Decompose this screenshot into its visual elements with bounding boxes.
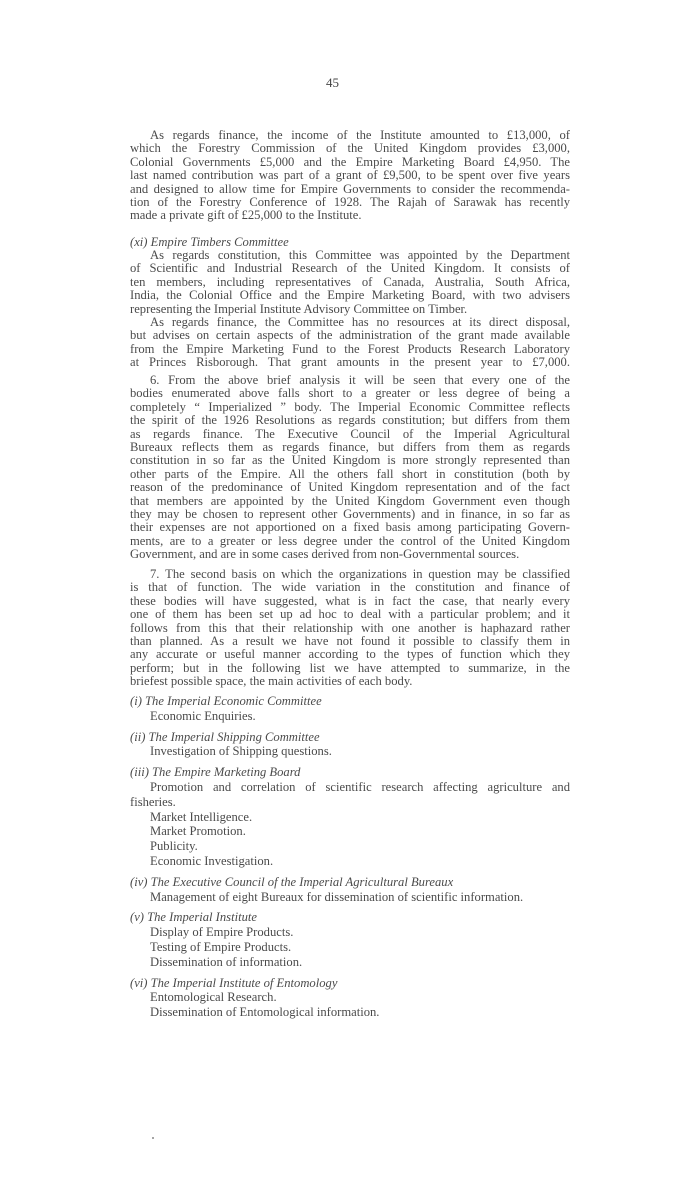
list-heading: (vi) The Imperial Institute of Entomology — [130, 975, 338, 990]
text-line: as regards finance. The Executive Council of the Imperial Agricultural — [130, 426, 570, 441]
text-line: As regards finance, the Committee has no resources at its direct disposal, — [150, 315, 570, 329]
paragraph-timbers-finance — [130, 316, 570, 370]
list-item: Economic Enquiries. — [150, 708, 256, 723]
text-line: at Princes Risborough. That grant amounts in the present year to £7,000. — [130, 355, 570, 370]
text-line: Colonial Governments £5,000 and the Empire Marketing Board £4,950. The — [130, 154, 570, 169]
text-line: tion of the Forestry Conference of 1928. The Rajah of Sarawak has recently — [130, 194, 570, 209]
text-line: Government, and are in some cases derived from non-Governmental sources. — [130, 547, 520, 562]
text-line: from the Empire Marketing Fund to the Forest Products Research Laboratory — [130, 341, 570, 356]
text-line: than planned. As a result we have not found it possible to classify them in — [130, 633, 570, 648]
list-item: Economic Investigation. — [150, 853, 274, 868]
list-heading: (ii) The Imperial Shipping Committee — [130, 729, 320, 744]
text-line: As regards constitution, this Committee was appointed by the Department — [150, 248, 570, 262]
list-heading: (iii) The Empire Marketing Board — [130, 765, 301, 780]
list-item: Dissemination of Entomological information. — [150, 1005, 380, 1020]
page-number: 45 — [326, 75, 339, 90]
text-line: which the Forestry Commission of the United Kingdom provides £3,000, — [130, 141, 570, 156]
text-line: last named contribution was part of a grant of £9,500, to be spent over five years — [130, 168, 570, 183]
text-line: (xi) Empire Timbers Committee — [130, 235, 289, 249]
text-line: they may be chosen to represent other Governments) and in finance, in so far as — [130, 506, 570, 521]
text-line: completely “ Imperialized ” body. The Imperial Economic Committee reflects — [130, 399, 570, 414]
activities-list — [130, 694, 570, 1020]
text-line: India, the Colonial Office and the Empire Marketing Board, with two advisers — [130, 288, 570, 303]
list-item: Promotion and correlation of scientific research affecting agriculture and — [150, 779, 570, 794]
paragraph-6-analysis — [130, 374, 570, 561]
list-heading: (v) The Imperial Institute — [130, 910, 257, 925]
text-line: one of them has been set up ad hoc to deal with a particular problem; and it — [130, 607, 570, 622]
text-line: 7. The second basis on which the organizations in question may be classified — [150, 567, 570, 581]
text-line: and designed to allow time for Empire Governments to consider the recommenda- — [130, 181, 570, 196]
scan-speck — [152, 1137, 154, 1139]
text-line: representing the Imperial Institute Advisory Committee on Timber. — [130, 301, 468, 316]
list-item: fisheries. — [130, 794, 176, 809]
text-line: briefest possible space, the main activities of each body. — [130, 674, 413, 689]
text-line: their expenses are not apportioned on a fixed basis among participating Govern- — [130, 520, 570, 535]
list-item: Market Intelligence. — [150, 809, 253, 824]
paragraph-institute-finance — [130, 129, 570, 223]
list-item: Entomological Research. — [150, 990, 277, 1005]
text-line: follows from this that their relationship with one another is haphazard rather — [130, 620, 570, 635]
paragraph-timbers-constitution — [130, 249, 570, 316]
text-line: Bureaux reflects them as regards finance, but differs from them as regards — [130, 439, 570, 454]
text-line: these bodies will have suggested, what is in fact the case, that nearly every — [130, 593, 570, 608]
text-line: but advises on certain aspects of the administration of the grant made available — [130, 328, 570, 343]
list-item: Investigation of Shipping questions. — [150, 744, 332, 759]
list-heading: (i) The Imperial Economic Committee — [130, 694, 322, 708]
text-line: ten members, including representatives of Canada, Australia, South Africa, — [130, 274, 570, 289]
text-line: of Scientific and Industrial Research of the United Kingdom. It consists of — [130, 261, 570, 276]
list-item: Publicity. — [150, 839, 198, 854]
text-line: any accurate or useful manner according to the types of function which they — [130, 647, 570, 662]
text-line: other parts of the Empire. All the others fall short in constitution (both by — [130, 466, 570, 481]
text-line: ments, are to a greater or less degree under the control of the United Kingdom — [130, 533, 570, 548]
list-item: Management of eight Bureaux for dissemination of scientific information. — [150, 889, 524, 904]
list-item: Market Promotion. — [150, 824, 246, 839]
text-line: that members are appointed by the United Kingdom Government even though — [130, 493, 570, 508]
text-line: constitution in so far as the United Kingdom is more strongly represented than — [130, 453, 570, 468]
text-line: reason of the predominance of United Kingdom representation and of the fact — [130, 480, 570, 495]
text-line: is that of function. The wide variation in the constitution and finance of — [130, 580, 570, 595]
list-item: Display of Empire Products. — [150, 925, 294, 940]
list-item: Testing of Empire Products. — [150, 939, 292, 954]
text-line: As regards finance, the income of the Institute amounted to £13,000, of — [150, 128, 570, 142]
text-line: bodies enumerated above falls short to a greater or less degree of being a — [130, 386, 570, 401]
paragraph-7-function — [130, 568, 570, 689]
text-line: the spirit of the 1926 Resolutions as regards constitution; but differs from them — [130, 413, 570, 428]
text-line: made a private gift of £25,000 to the Institute. — [130, 208, 362, 223]
text-line: perform; but in the following list we have attempted to summarize, in the — [130, 660, 570, 675]
list-heading: (iv) The Executive Council of the Imperial Agricultural Bureaux — [130, 874, 454, 889]
text-line: 6. From the above brief analysis it will be seen that every one of the — [150, 373, 570, 387]
list-item: Dissemination of information. — [150, 954, 303, 969]
